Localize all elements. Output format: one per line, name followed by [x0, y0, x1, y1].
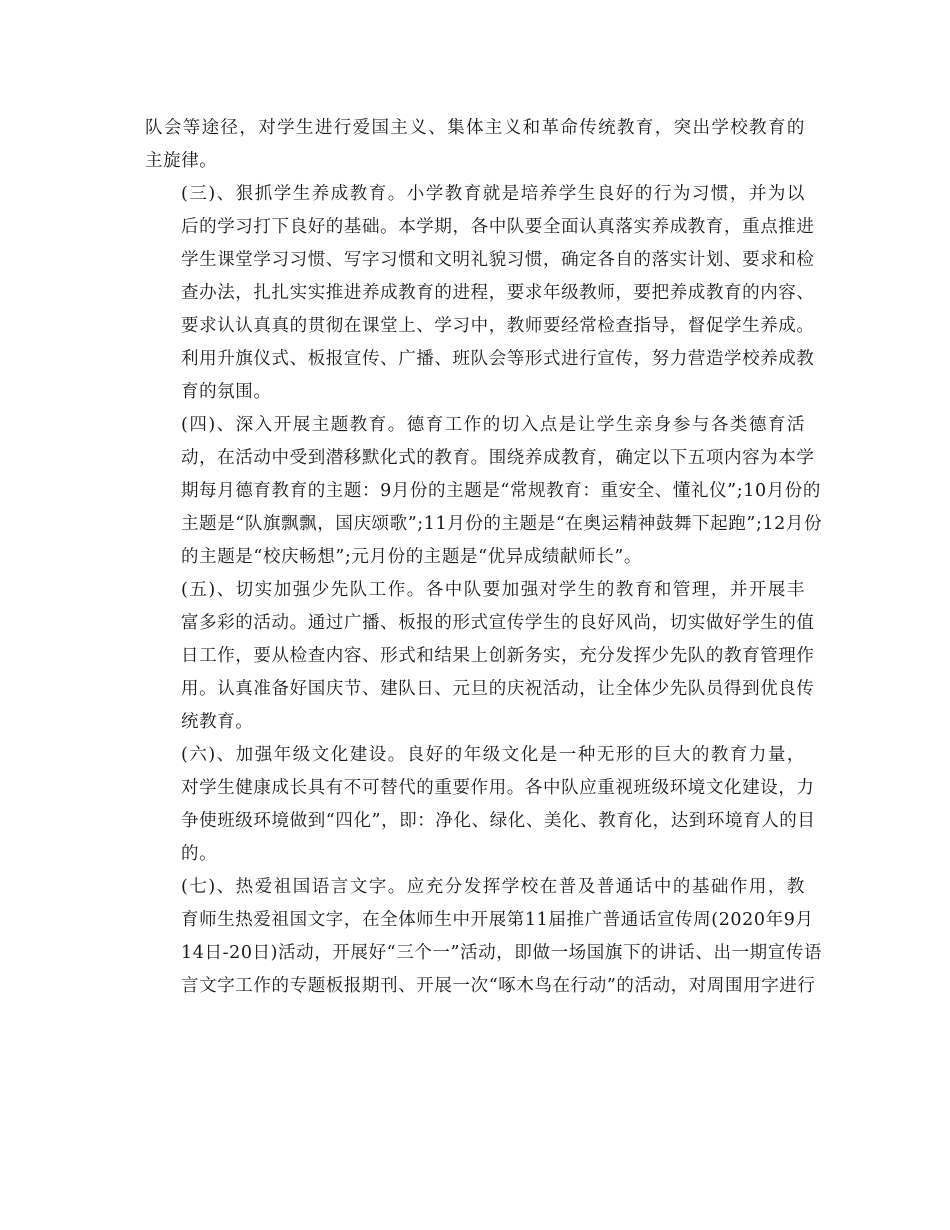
text-line: (三)、狠抓学生养成教育。小学教育就是培养学生良好的行为习惯，并为以: [181, 184, 805, 204]
text-line: 对学生健康成长具有不可替代的重要作用。各中队应重视班级环境文化建设，力: [181, 778, 815, 798]
text-line: 主旋律。: [145, 151, 218, 171]
text-line: 的主题是“校庆畅想”;元月份的主题是“优异成绩献师长”。: [181, 547, 642, 567]
text-line: 用。认真准备好国庆节、建队日、元旦的庆祝活动，让全体少先队员得到优良传: [181, 679, 815, 699]
text-line: 言文字工作的专题板报期刊、开展一次“啄木鸟在行动”的活动，对周围用字进行: [181, 976, 816, 996]
paragraph-intro-continuation: [145, 112, 805, 178]
text-line: 要求认认真真的贯彻在课堂上、学习中，教师要经常检查指导，督促学生养成。: [181, 316, 815, 336]
text-line: 队会等途径，对学生进行爱国主义、集体主义和革命传统教育，突出学校教育的: [145, 118, 805, 138]
text-line: 利用升旗仪式、板报宣传、广播、班队会等形式进行宣传，努力营造学校养成教: [181, 349, 815, 369]
paragraph-section-5: [145, 574, 815, 739]
text-line: (四)、深入开展主题教育。德育工作的切入点是让学生亲身参与各类德育活: [181, 415, 805, 435]
text-line: 期每月德育教育的主题：9月份的主题是“常规教育：重安全、懂礼仪”;10月份的: [181, 481, 821, 501]
text-line: (六)、加强年级文化建设。良好的年级文化是一种无形的巨大的教育力量，: [181, 745, 805, 765]
text-line: 学生课堂学习习惯、写字习惯和文明礼貌习惯，确定各自的落实计划、要求和检: [181, 250, 815, 270]
paragraph-section-7: [145, 871, 823, 1003]
paragraph-section-4: [145, 409, 823, 574]
text-line: (五)、切实加强少先队工作。各中队要加强对学生的教育和管理，并开展丰: [181, 580, 805, 600]
paragraph-section-3: [145, 178, 815, 409]
text-line: 的。: [181, 844, 218, 864]
text-line: 争使班级环境做到“四化”，即：净化、绿化、美化、教育化，达到环境育人的目: [181, 811, 816, 831]
text-line: 育师生热爱祖国文字，在全体师生中开展第11届推广普通话宣传周(2020年9月: [181, 910, 814, 930]
text-line: 日工作，要从检查内容、形式和结果上创新务实，充分发挥少先队的教育管理作: [181, 646, 815, 666]
text-line: 统教育。: [181, 712, 254, 732]
text-line: 查办法，扎扎实实推进养成教育的进程，要求年级教师，要把养成教育的内容、: [181, 283, 815, 303]
text-line: 富多彩的活动。通过广播、板报的形式宣传学生的良好风尚，切实做好学生的值: [181, 613, 815, 633]
paragraph-section-6: [145, 739, 816, 871]
text-line: (七)、热爱祖国语言文字。应充分发挥学校在普及普通话中的基础作用，教: [181, 877, 805, 897]
document-body: [145, 112, 823, 1003]
text-line: 主题是“队旗飘飘，国庆颂歌”;11月份的主题是“在奥运精神鼓舞下起跑”;12月份: [181, 514, 823, 534]
text-line: 后的学习打下良好的基础。本学期，各中队要全面认真落实养成教育，重点推进: [181, 217, 815, 237]
text-line: 动，在活动中受到潜移默化式的教育。围绕养成教育，确定以下五项内容为本学: [181, 448, 815, 468]
text-line: 育的氛围。: [181, 382, 272, 402]
text-line: 14日-20日)活动，开展好“三个一”活动，即做一场国旗下的讲话、出一期宣传语: [181, 943, 823, 963]
